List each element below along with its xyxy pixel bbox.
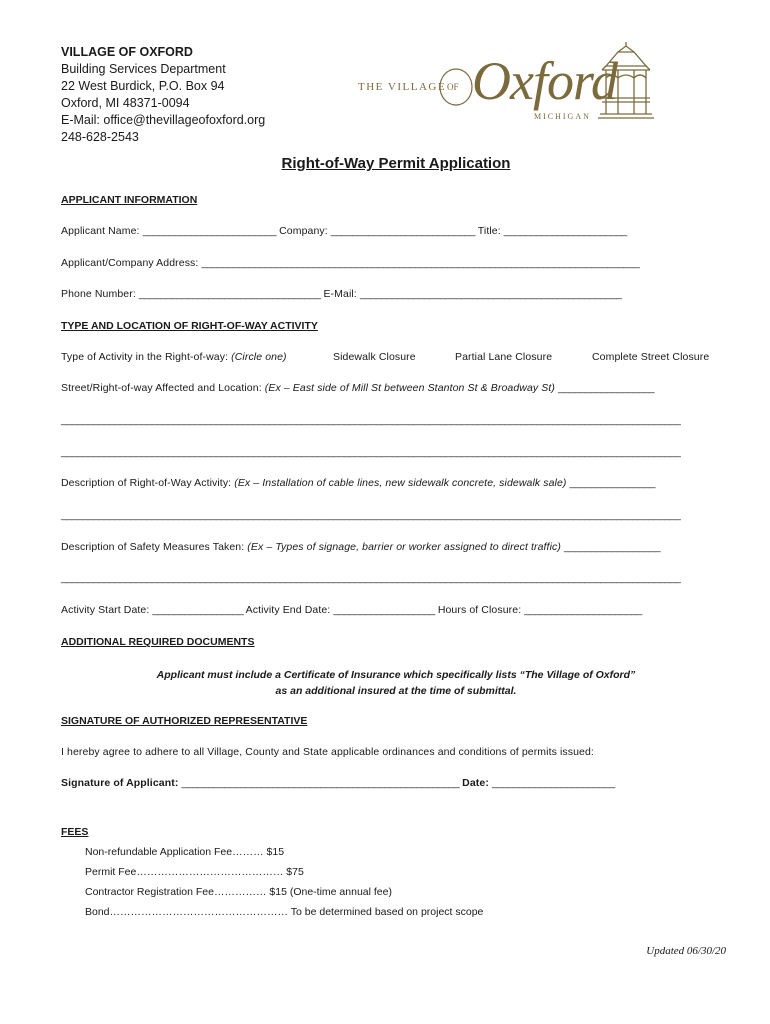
street-location-line-2[interactable]: ____________________________________________________________________________________________________________________ [61,414,681,426]
fee-label: Bond…………………………………………… [85,906,289,918]
street-location-label: Street/Right-of-way Affected and Location: [61,382,262,394]
signature-date-field[interactable]: _______________________ [491,777,615,789]
activity-description-hint: (Ex – Installation of cable lines, new sidewalk concrete, sidewalk sale) [234,477,567,489]
fee-item [85,886,392,898]
activity-description-label: Description of Right-of-Way Activity: [61,477,232,489]
fee-label: Non-refundable Application Fee……… [85,846,264,858]
insurance-notice-line-2: as an additional insured at the time of submittal. [275,685,517,697]
logo-of: OF [447,82,459,92]
address-row [61,257,639,269]
company-field[interactable]: ___________________________ [330,225,475,237]
street-address: 22 West Burdick, P.O. Box 94 [61,79,225,93]
safety-measures-field[interactable]: __________________ [564,541,661,553]
safety-measures-hint: (Ex – Types of signage, barrier or worker assigned to direct traffic) [247,541,561,553]
phone-field[interactable]: __________________________________ [138,288,321,300]
office-email: E-Mail: office@thevillageofoxford.org [61,113,266,127]
activity-description-field[interactable]: ________________ [569,477,655,489]
option-complete-street-closure[interactable]: Complete Street Closure [592,351,710,363]
email-field[interactable]: _________________________________________________ [359,288,622,300]
signature-section-heading: SIGNATURE OF AUTHORIZED REPRESENTATIVE [61,715,308,727]
start-date-label: Activity Start Date: [61,604,150,616]
insurance-notice [0,667,770,699]
end-date-label: Activity End Date: [245,604,331,616]
org-name: VILLAGE OF OXFORD [61,45,193,59]
fee-value: $15 (One-time annual fee) [269,886,392,898]
activity-description-line-2[interactable]: ____________________________________________________________________________________________________________________ [61,509,681,521]
start-date-field[interactable]: _________________ [152,604,244,616]
fee-value: To be determined based on project scope [290,906,484,918]
signature-date-label: Date: [462,777,489,789]
logo-name: Oxford [472,51,617,111]
activity-type-label: Type of Activity in the Right-of-way: [61,351,229,363]
applicant-section-heading: APPLICANT INFORMATION [61,194,198,206]
signature-field[interactable]: ____________________________________________________ [181,777,460,789]
safety-measures-row [61,541,660,553]
fee-item [85,906,483,918]
email-label: E-Mail: [323,288,357,300]
safety-measures-line-2[interactable]: ____________________________________________________________________________________________________________________ [61,572,681,584]
applicant-name-label: Applicant Name: [61,225,140,237]
company-label: Company: [279,225,328,237]
city-address: Oxford, MI 48371-0094 [61,96,190,110]
activity-type-hint: (Circle one) [231,351,287,363]
end-date-field[interactable]: ___________________ [333,604,435,616]
fee-value: $15 [266,846,285,858]
hours-closure-label: Hours of Closure: [437,604,522,616]
fee-label: Contractor Registration Fee…………… [85,886,267,898]
address-label: Applicant/Company Address: [61,257,199,269]
signature-row [61,777,615,789]
updated-date: Updated 06/30/20 [646,945,726,957]
phone-label: Phone Number: [61,288,136,300]
department: Building Services Department [61,62,226,76]
option-sidewalk-closure[interactable]: Sidewalk Closure [333,351,416,363]
signature-label: Signature of Applicant: [61,777,179,789]
agreement-text: I hereby agree to adhere to all Village, County and State applicable ordinances and conditions of permits issued: [61,746,594,758]
fee-item [85,866,304,878]
applicant-name-row [61,225,627,237]
activity-description-row [61,477,655,489]
fee-value: $75 [286,866,304,878]
option-partial-lane-closure[interactable]: Partial Lane Closure [455,351,553,363]
office-phone: 248-628-2543 [61,130,139,144]
documents-section-heading: ADDITIONAL REQUIRED DOCUMENTS [61,636,255,648]
title-field[interactable]: _______________________ [503,225,627,237]
street-location-hint: (Ex – East side of Mill St between Stanton St & Broadway St) [264,382,555,394]
insurance-notice-line-1: Applicant must include a Certificate of Insurance which specifically lists “The Village of Oxford” [156,669,636,681]
logo-state: MICHIGAN [534,112,591,121]
fee-item [85,846,284,858]
office-address [61,44,265,146]
logo-prefix: THE VILLAGE [358,81,447,93]
street-location-field[interactable]: __________________ [558,382,655,394]
page-title: Right-of-Way Permit Application [281,155,511,172]
dates-row [61,604,642,616]
safety-measures-label: Description of Safety Measures Taken: [61,541,245,553]
activity-section-heading: TYPE AND LOCATION OF RIGHT-OF-WAY ACTIVITY [61,320,318,332]
fee-label: Permit Fee…………………………………… [85,866,284,878]
village-logo [356,42,686,132]
applicant-name-field[interactable]: _________________________ [142,225,277,237]
phone-email-row [61,288,622,300]
address-field[interactable]: __________________________________________________________________________________ [201,257,640,269]
title-label: Title: [477,225,501,237]
street-location-row [61,382,654,394]
fees-section-heading: FEES [61,826,89,838]
street-location-line-3[interactable]: ____________________________________________________________________________________________________________________ [61,446,681,458]
hours-closure-field[interactable]: ______________________ [524,604,642,616]
